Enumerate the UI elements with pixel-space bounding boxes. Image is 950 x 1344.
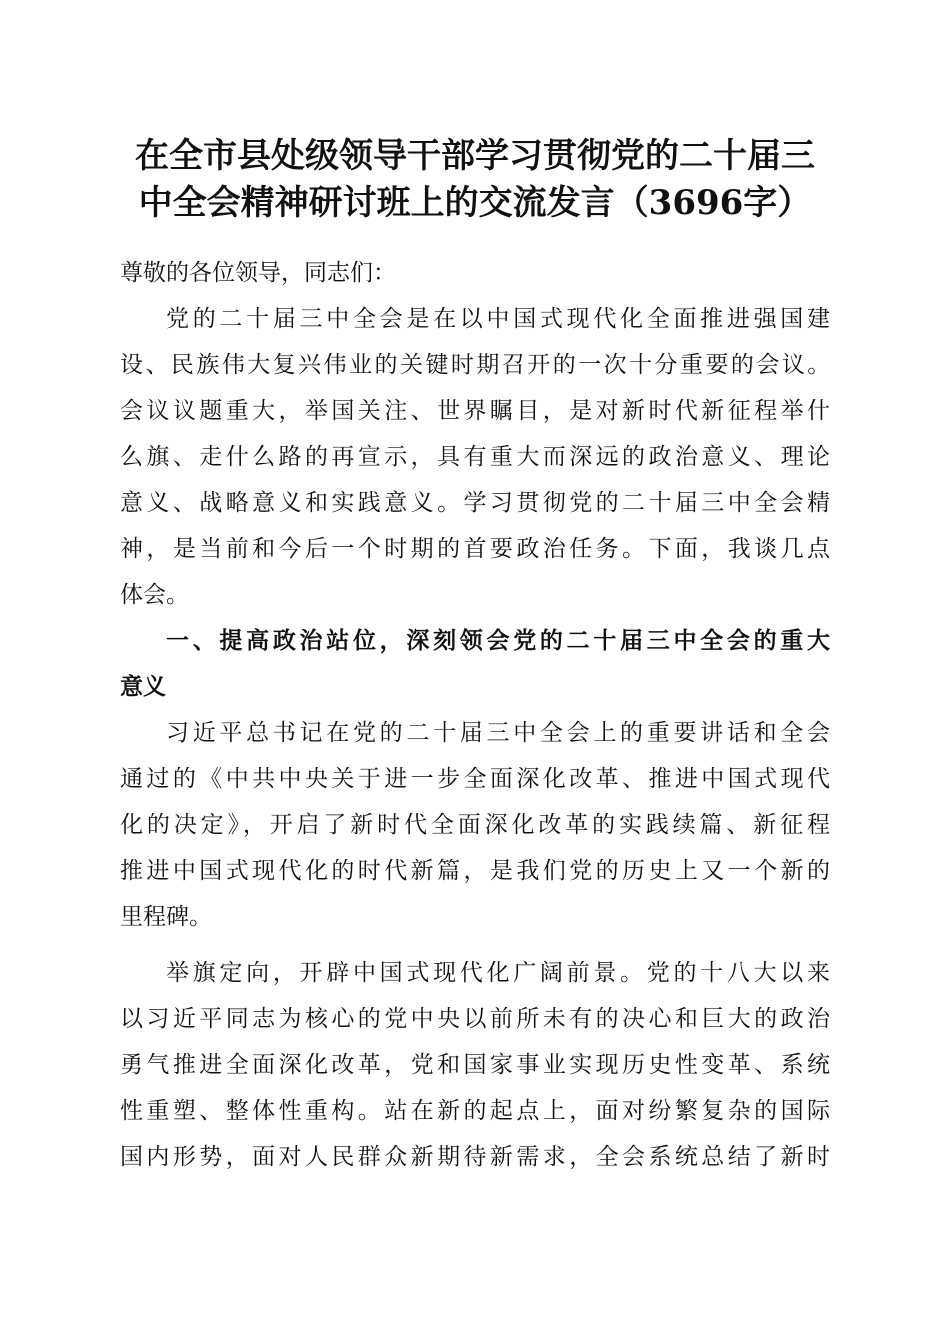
paragraph-line: 通过的《中共中央关于进一步全面深化改革、推进中国式现代: [120, 766, 830, 792]
title-line-2: 中全会精神研讨班上的交流发言（3696字）: [138, 183, 812, 223]
paragraph-line: 神，是当前和今后一个时期的首要政治任务。下面，我谈几点: [120, 536, 830, 562]
paragraph-line: 性重塑、整体性重构。站在新的起点上，面对纷繁复杂的国际: [120, 1098, 830, 1124]
document-body: [120, 250, 830, 1180]
section-heading-1: [120, 618, 830, 710]
paragraph-line: 举旗定向，开辟中国式现代化广阔前景。党的十八大以来: [166, 960, 830, 986]
paragraph-line: 设、民族伟大复兴伟业的关键时期召开的一次十分重要的会议。: [120, 352, 830, 378]
paragraph-line: 国内形势，面对人民群众新期待新需求，全会系统总结了新时: [120, 1144, 830, 1170]
paragraph-line: 意义、战略意义和实践意义。学习贯彻党的二十届三中全会精: [120, 490, 830, 516]
paragraph-3: [120, 950, 830, 1180]
paragraph-gap: [120, 940, 830, 950]
heading-line: 意义: [120, 674, 166, 700]
salutation: 尊敬的各位领导，同志们：: [120, 260, 396, 286]
paragraph-line: 会议议题重大，举国关注、世界瞩目，是对新时代新征程举什: [120, 398, 830, 424]
heading-line: 一、提高政治站位，深刻领会党的二十届三中全会的重大: [166, 628, 830, 654]
paragraph-line: 党的二十届三中全会是在以中国式现代化全面推进强国建: [166, 306, 830, 332]
paragraph-line: 化的决定》，开启了新时代全面深化改革的实践续篇、新征程: [120, 812, 830, 838]
document-title: [100, 133, 850, 227]
paragraph-1: [120, 296, 830, 618]
title-line-1: 在全市县处级领导干部学习贯彻党的二十届三: [135, 136, 815, 176]
paragraph-line: 里程碑。: [120, 904, 212, 930]
paragraph-line: 体会。: [120, 582, 189, 608]
paragraph-line: 勇气推进全面深化改革，党和国家事业实现历史性变革、系统: [120, 1052, 830, 1078]
paragraph-line: 么旗、走什么路的再宣示，具有重大而深远的政治意义、理论: [120, 444, 830, 470]
paragraph-2: [120, 710, 830, 940]
paragraph-line: 推进中国式现代化的时代新篇，是我们党的历史上又一个新的: [120, 858, 830, 884]
paragraph-line: 习近平总书记在党的二十届三中全会上的重要讲话和全会: [166, 720, 830, 746]
paragraph-line: 以习近平同志为核心的党中央以前所未有的决心和巨大的政治: [120, 1006, 830, 1032]
